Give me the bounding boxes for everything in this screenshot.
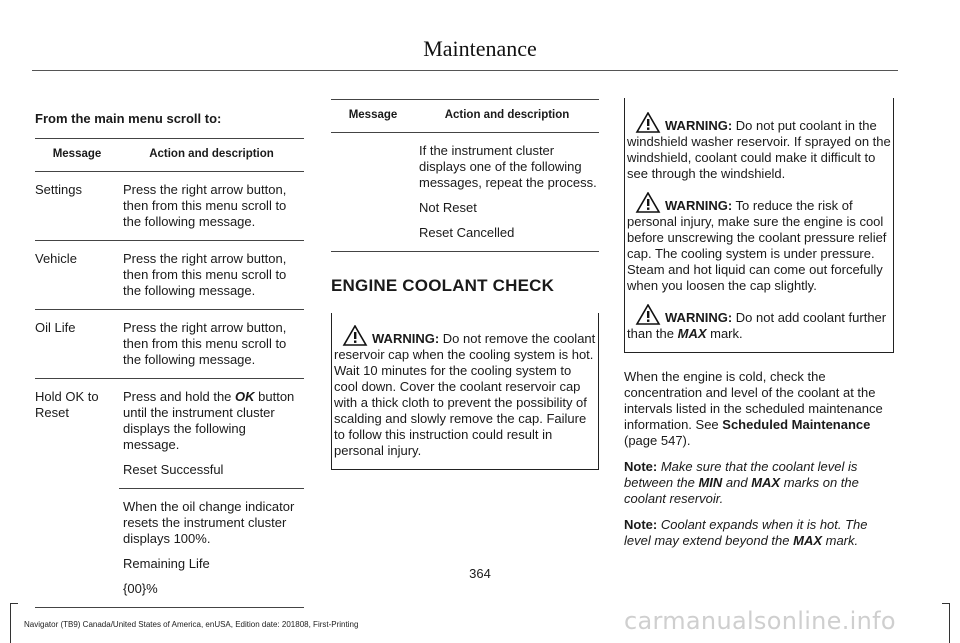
- footer-text: Navigator (TB9) Canada/United States of America, enUSA, Edition date: 201808, First-Printing: [24, 620, 359, 629]
- page-title: Maintenance: [423, 36, 537, 61]
- table-row: [35, 310, 304, 379]
- crop-mark: [949, 604, 950, 643]
- message-cell: Settings: [35, 172, 119, 241]
- page-number: 364: [469, 566, 491, 581]
- scheduled-maintenance-link[interactable]: Scheduled Maintenance: [722, 417, 871, 432]
- message-cell: Vehicle: [35, 241, 119, 310]
- action-cell: When the oil change indicator resets the instrument cluster displays 100%. Remaining Life {00}%: [119, 489, 304, 608]
- warning-box: WARNING: Do not put coolant in the windshield washer reservoir. If sprayed on the windshield, coolant could make it difficult to see through the windshield. WARNING: To reduce the risk of personal injury, make sure the engine is cool before unscrewing the coolant pressure relief cap. The cooling system is under pressure. Steam and hot liquid can come out forcefully when you loosen the cap slightly. WARNING: Do not add coolant further than the MAX mark.: [624, 98, 894, 353]
- action-cell: Press the right arrow button, then from this menu scroll to the following message.: [119, 241, 304, 310]
- table-row: [331, 133, 599, 252]
- crop-mark: [10, 603, 18, 604]
- warning-triangle-icon: [635, 192, 663, 214]
- note-paragraph: Note: Make sure that the coolant level is between the MIN and MAX marks on the coolant reservoir.: [624, 459, 859, 506]
- oil-life-message-table: [35, 138, 304, 608]
- warning-triangle-icon: [635, 304, 663, 326]
- message-cell: [331, 133, 415, 252]
- column-header-message: Message: [331, 100, 415, 133]
- intro-text: From the main menu scroll to:: [35, 111, 222, 126]
- display-message: {00}%: [123, 581, 158, 596]
- column-header-action: Action and description: [415, 100, 599, 133]
- reset-message-table: [331, 99, 599, 252]
- message-cell: Hold OK to Reset: [35, 379, 119, 608]
- message-cell: Oil Life: [35, 310, 119, 379]
- table-row: [35, 241, 304, 310]
- crop-mark: [942, 603, 950, 604]
- table-row: [35, 379, 304, 489]
- display-message: Not Reset: [419, 200, 477, 215]
- table-row: [35, 172, 304, 241]
- coolant-check-paragraph: When the engine is cold, check the concentration and level of the coolant at the intervals listed in the scheduled maintenance information. See Scheduled Maintenance (page 547).: [624, 369, 883, 448]
- middle-column: [331, 99, 599, 470]
- left-column: [35, 111, 304, 608]
- section-heading: ENGINE COOLANT CHECK: [331, 276, 555, 295]
- column-header-action: Action and description: [119, 139, 304, 172]
- action-cell: Press the right arrow button, then from this menu scroll to the following message.: [119, 172, 304, 241]
- warning-triangle-icon: [342, 325, 370, 347]
- right-column: [624, 98, 894, 549]
- crop-mark: [10, 604, 11, 643]
- note-paragraph: Note: Coolant expands when it is hot. The level may extend beyond the MAX mark.: [624, 517, 868, 548]
- warning-box: WARNING: Do not remove the coolant reservoir cap when the cooling system is hot. Wait 10 minutes for the cooling system to cool down. Cover the coolant reservoir cap with a thick cloth to prevent the possibility of scalding and slowly remove the cap. Failure to follow this instruction could result in personal injury.: [331, 313, 599, 470]
- column-header-message: Message: [35, 139, 119, 172]
- watermark: carmanualsonline.info: [624, 607, 896, 635]
- action-cell: Press and hold the OK button until the instrument cluster displays the following message. Reset Successful: [119, 379, 304, 489]
- warning-triangle-icon: [635, 112, 663, 134]
- action-cell: Press the right arrow button, then from this menu scroll to the following message.: [119, 310, 304, 379]
- action-cell: If the instrument cluster displays one of the following messages, repeat the process. Not Reset Reset Cancelled: [415, 133, 599, 252]
- display-message: Reset Successful: [123, 462, 224, 477]
- display-message: Remaining Life: [123, 556, 210, 571]
- display-message: Reset Cancelled: [419, 225, 515, 240]
- ok-key-label: OK: [235, 389, 255, 404]
- header-divider: [32, 70, 898, 71]
